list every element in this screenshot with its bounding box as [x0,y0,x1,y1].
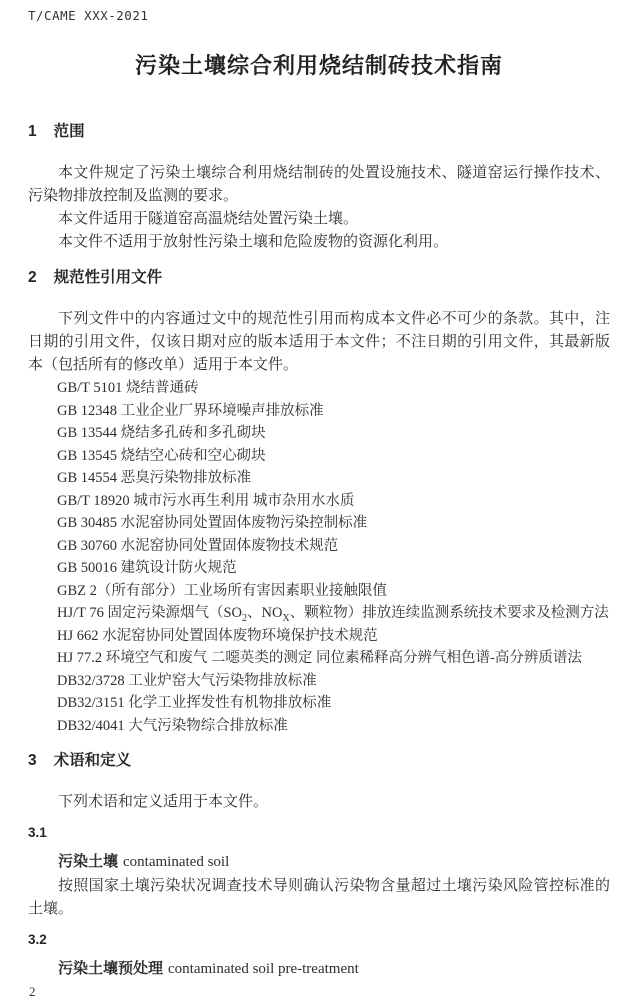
reference-text: HJ/T 76 固定污染源烟气（SO [57,605,243,621]
term-en: contaminated soil pre-treatment [168,961,359,977]
scope-paragraph: 本文件适用于隧道窑高温烧结处置污染土壤。 [58,211,359,227]
reference-item: DB32/4041 大气污染物综合排放标准 [57,717,288,734]
reference-item: GB/T 5101 烧结普通砖 [57,380,199,396]
reference-item: HJ 77.2 环境空气和废气 二噁英类的测定 同位素稀释高分辨气相色谱-高分辨质谱法 [57,650,582,666]
term-entry-number: 3.2 [28,932,47,947]
term-zh: 污染土壤 [58,853,119,870]
term-definition: 按照国家土壤污染状况调查技术导则确认污染物含量超过土壤污染风险管控标准的土壤。 [28,878,610,917]
reference-item: DB32/3728 工业炉窑大气污染物排放标准 [57,672,317,689]
page-number: 2 [29,984,36,999]
term-entry-number: 3.1 [28,825,47,840]
reference-item: GB 30485 水泥窑协同处置固体废物污染控制标准 [57,515,368,531]
reference-item: HJ 662 水泥窑协同处置固体废物环境保护技术规范 [57,627,378,644]
so2-subscript: 2 [242,612,248,624]
reference-item: GB/T 18920 城市污水再生利用 城市杂用水水质 [57,492,355,509]
section-title: 规范性引用文件 [53,269,163,286]
reference-text: 、NO [247,605,283,621]
term-title-line [28,960,610,978]
standard-code: T/CAME XXX-2021 [28,8,149,23]
reference-item: GBZ 2（所有部分）工业场所有害因素职业接触限值 [57,582,387,599]
terms-intro: 下列术语和定义适用于本文件。 [58,794,269,810]
term-title-line [28,853,610,871]
reference-item: GB 12348 工业企业厂界环境噪声排放标准 [57,402,324,419]
section-references [28,268,610,737]
reference-item: GB 14554 恶臭污染物排放标准 [57,470,252,486]
section-terms [28,751,610,978]
reference-item: DB32/3151 化学工业挥发性有机物排放标准 [57,695,332,711]
section-title: 范围 [53,123,85,140]
section-number: 3 [28,752,37,769]
reference-item: GB 13544 烧结多孔砖和多孔砌块 [57,425,266,441]
nox-subscript: X [282,612,290,624]
reference-item: GB 30760 水泥窑协同处置固体废物技术规范 [57,537,339,554]
scope-paragraph: 本文件规定了污染土壤综合利用烧结制砖的处置设施技术、隧道窑运行操作技术、污染物排放控制及监测的要求。 [28,165,610,204]
section-title: 术语和定义 [53,752,132,769]
reference-item: GB 50016 建筑设计防火规范 [57,560,237,576]
section-number: 2 [28,269,37,286]
term-en: contaminated soil [123,854,230,870]
reference-item: GB 13545 烧结空心砖和空心砌块 [57,447,266,464]
references-intro: 下列文件中的内容通过文中的规范性引用而构成本文件必不可少的条款。其中，注日期的引用文件，仅该日期对应的版本适用于本文件；不注日期的引用文件，其最新版本（包括所有的修改单）适用于本文件。 [28,311,610,373]
scope-paragraph: 本文件不适用于放射性污染土壤和危险废物的资源化利用。 [58,234,449,250]
section-number: 1 [28,123,37,140]
section-scope [28,122,610,254]
reference-text: 、颗粒物）排放连续监测系统技术要求及检测方法 [289,605,609,621]
reference-item-hj76 [28,602,610,625]
section-references-heading [28,268,610,288]
section-terms-heading [28,751,610,771]
term-zh: 污染土壤预处理 [58,960,164,977]
document-title: 污染土壤综合利用烧结制砖技术指南 [134,53,503,78]
section-scope-heading [28,122,610,142]
